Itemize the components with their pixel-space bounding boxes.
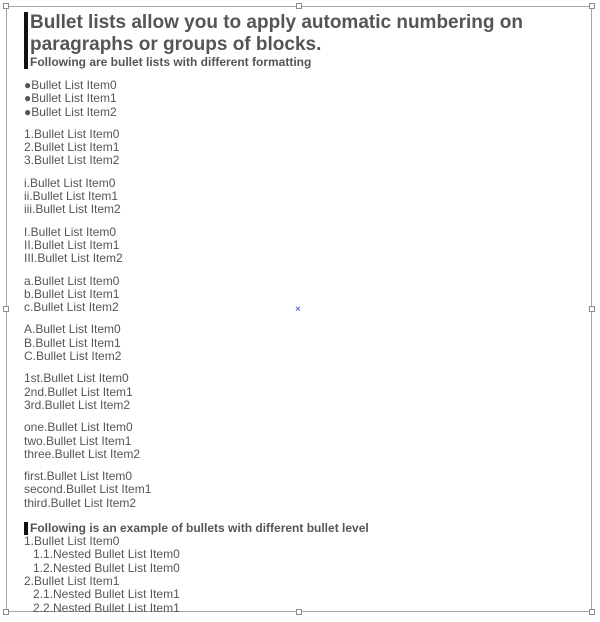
bullet-list-upper-roman (24, 226, 580, 266)
list-item: 2nd.Bullet List Item1 (24, 384, 133, 399)
list-item: II.Bullet List Item1 (24, 237, 120, 252)
list-item: 2.Bullet List Item1 (24, 573, 120, 588)
list-item: C.Bullet List Item2 (24, 349, 122, 364)
list-item: 1st.Bullet List Item0 (24, 371, 129, 386)
resize-handle-icon[interactable] (589, 609, 595, 615)
list-item: first.Bullet List Item0 (24, 469, 133, 484)
bullet-list-decimal (24, 128, 580, 168)
list-item: ●Bullet List Item0 (24, 78, 117, 92)
list-item: ●Bullet List Item2 (24, 104, 117, 119)
list-item: 1.Bullet List Item0 (24, 126, 120, 141)
bullet-list-upper-alpha (24, 323, 580, 363)
list-item: two.Bullet List Item1 (24, 433, 132, 448)
list-item: b.Bullet List Item1 (24, 286, 120, 301)
list-item: 2.Bullet List Item1 (24, 140, 120, 155)
list-item: iii.Bullet List Item2 (24, 202, 121, 217)
nested-list-item: 2.2.Nested Bullet List Item1 (33, 600, 180, 615)
list-item: three.Bullet List Item2 (24, 446, 141, 461)
list-item: c.Bullet List Item2 (24, 300, 119, 315)
list-item: a.Bullet List Item0 (24, 273, 120, 288)
multilevel-list (24, 535, 580, 615)
list-item: 3.Bullet List Item2 (24, 153, 120, 168)
list-item: B.Bullet List Item1 (24, 335, 121, 350)
nested-list-item: 2.1.Nested Bullet List Item1 (33, 587, 180, 602)
nested-list-item: 1.1.Nested Bullet List Item0 (33, 547, 180, 562)
list-item: i.Bullet List Item0 (24, 175, 116, 190)
bullet-list-lower-roman (24, 177, 580, 217)
document-content (24, 12, 580, 615)
bullet-list-ordinal (24, 372, 580, 412)
list-item: ●Bullet List Item1 (24, 91, 117, 106)
bullet-list-symbol (24, 79, 580, 119)
bullet-list-ordinal-text (24, 470, 580, 510)
resize-handle-icon[interactable] (3, 609, 9, 615)
center-cross-icon: × (295, 304, 301, 315)
bullet-list-lower-alpha (24, 275, 580, 315)
page-subtitle: Following are bullet lists with different formatting (30, 55, 312, 69)
resize-handle-icon[interactable] (589, 306, 595, 312)
resize-handle-icon[interactable] (3, 306, 9, 312)
list-item: third.Bullet List Item2 (24, 495, 137, 510)
list-item: 1.Bullet List Item0 (24, 534, 120, 549)
resize-handle-icon[interactable] (3, 3, 9, 9)
list-item: second.Bullet List Item1 (24, 482, 152, 497)
multilevel-heading: Following is an example of bullets with different bullet level (24, 522, 580, 535)
bullet-list-cardinal-text (24, 421, 580, 461)
list-item: ii.Bullet List Item1 (24, 189, 119, 204)
list-item: one.Bullet List Item0 (24, 420, 133, 435)
page-title: Bullet lists allow you to apply automatic numbering on paragraphs or groups of blocks. (30, 12, 523, 55)
resize-handle-icon[interactable] (296, 3, 302, 9)
list-item: 3rd.Bullet List Item2 (24, 397, 131, 412)
list-item: A.Bullet List Item0 (24, 322, 121, 337)
resize-handle-icon[interactable] (589, 3, 595, 9)
title-block (24, 12, 580, 69)
nested-list-item: 1.2.Nested Bullet List Item0 (33, 560, 180, 575)
list-item: I.Bullet List Item0 (24, 224, 117, 239)
list-item: III.Bullet List Item2 (24, 251, 123, 266)
